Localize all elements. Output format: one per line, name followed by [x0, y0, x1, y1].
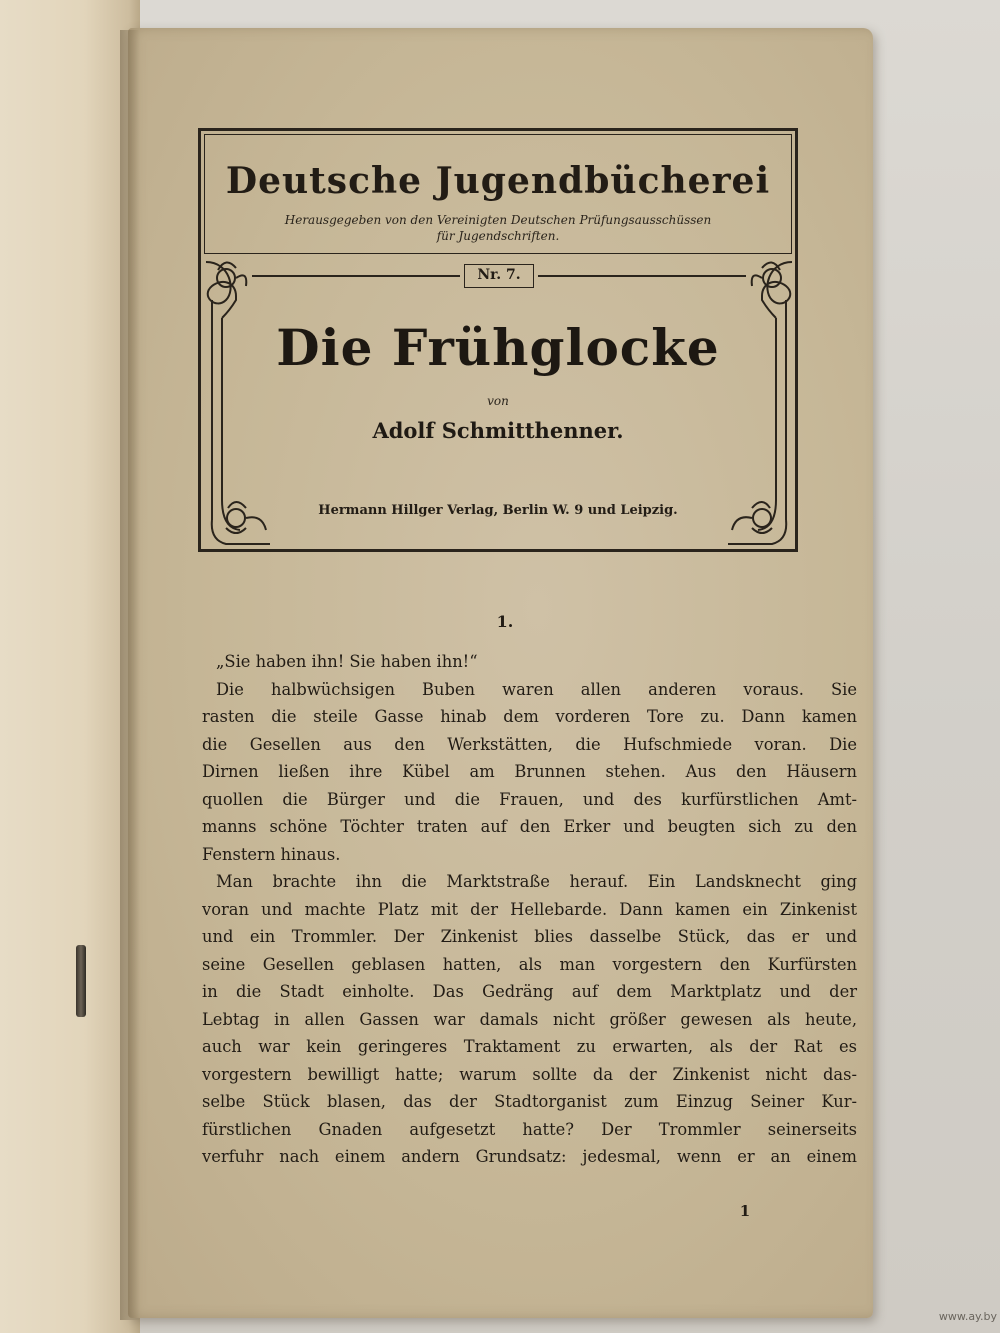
- by-label: von: [487, 394, 509, 408]
- series-subtitle-line-1: Herausgegeben von den Vereinigten Deutschen Prüfungsausschüssen: [284, 213, 712, 227]
- text-line: manns schöne Töchter traten auf den Erker und beugten sich zu den: [202, 817, 857, 836]
- text-line: Lebtag in allen Gassen war damals nicht größer gewesen als heute,: [202, 1009, 857, 1029]
- text-line: vorgestern bewilligt hatte; warum sollte da der Zinkenist nicht das-: [202, 1064, 857, 1084]
- text-line: Fenstern hinaus.: [202, 844, 341, 864]
- book-title: Die Frühglocke: [276, 318, 720, 377]
- text-line: auch war kein geringeres Traktament zu erwarten, als der Rat es: [202, 1037, 857, 1056]
- text-line: „Sie haben ihn! Sie haben ihn!“: [216, 652, 478, 671]
- text-line: in die Stadt einholte. Das Gedräng auf dem Marktplatz und der: [202, 982, 857, 1001]
- author-name: Adolf Schmitthenner.: [372, 418, 624, 443]
- text-line: die Gesellen aus den Werkstätten, die Hufschmiede voran. Die: [202, 734, 857, 754]
- issue-number: Nr. 7.: [464, 264, 534, 288]
- chapter-number: 1.: [496, 612, 514, 631]
- text-line: und ein Trommler. Der Zinkenist blies dasselbe Stück, das er und: [202, 927, 857, 946]
- publisher-line: Hermann Hillger Verlag, Berlin W. 9 und Leipzig.: [318, 503, 678, 518]
- text-line: Man brachte ihn die Marktstraße herauf. Ein Landsknecht ging: [216, 872, 857, 891]
- text-line: Die halbwüchsigen Buben waren allen anderen voraus. Sie: [216, 679, 857, 699]
- text-line: seine Gesellen geblasen hatten, als man vorgestern den Kurfürsten: [202, 954, 857, 974]
- series-subtitle-line-2: für Jugendschriften.: [436, 229, 560, 243]
- text-line: voran und machte Platz mit der Hellebarde. Dann kamen ein Zinkenist: [202, 899, 857, 919]
- text-line: quollen die Bürger und die Frauen, und des kurfürstlichen Amt-: [202, 789, 857, 809]
- text-line: rasten die steile Gasse hinab dem vorderen Tore zu. Dann kamen: [202, 707, 857, 726]
- text-line: selbe Stück blasen, das der Stadtorganist zum Einzug Seiner Kur-: [202, 1092, 857, 1111]
- page-number: 1: [739, 1202, 751, 1220]
- watermark: www.ay.by: [938, 1310, 997, 1323]
- body-text: [202, 648, 857, 1171]
- text-line: fürstlichen Gnaden aufgesetzt hatte? Der Trommler seinerseits: [202, 1119, 857, 1139]
- series-title: Deutsche Jugendbücherei: [225, 160, 771, 202]
- text-line: verfuhr nach einem andern Grundsatz: jedesmal, wenn er an einem: [202, 1147, 857, 1166]
- text-line: Dirnen ließen ihre Kübel am Brunnen stehen. Aus den Häusern: [202, 762, 857, 781]
